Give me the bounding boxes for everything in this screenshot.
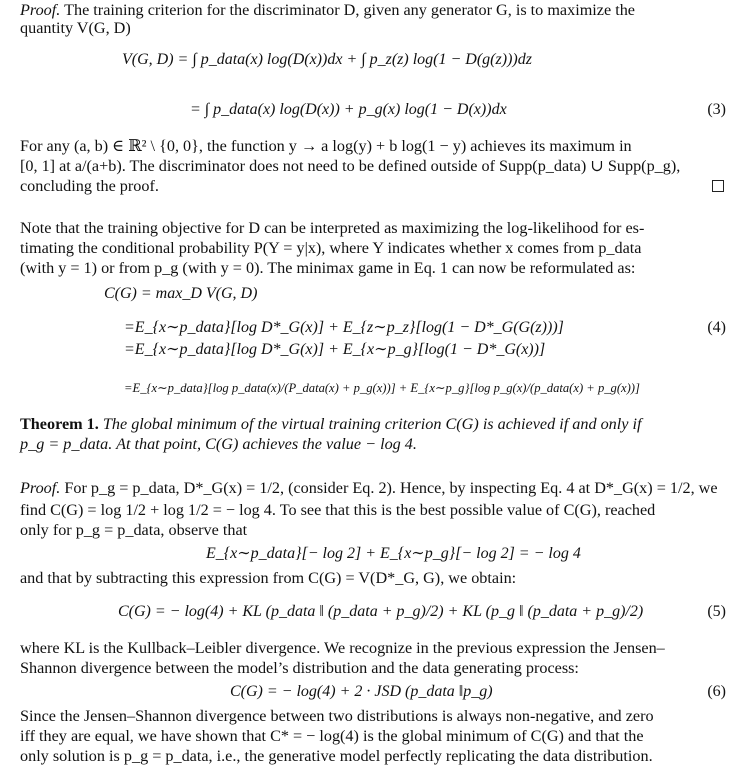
eq-expectation: E_{x∼p_data}[− log 2] + E_{x∼p_g}[− log 2] = − log 4 (206, 545, 581, 562)
proof-label: Proof. (20, 1, 61, 19)
theorem-line-1 (20, 414, 728, 434)
proof-1-text: The training criterion for the discriminator D, given any generator G, is to maximize the (64, 1, 635, 19)
para-2-line-1: Note that the training objective for D can be interpreted as maximizing the log-likelihood for es- (20, 219, 645, 237)
proof-1-line-2: quantity V(G, D) (20, 19, 131, 37)
para-5-line-2: iff they are equal, we have shown that C* = − log(4) is the global minimum of C(G) and that the (20, 727, 644, 745)
eq5-number: (5) (707, 603, 726, 620)
theorem-line-2: p_g = p_data. At that point, C(G) achieves the value − log 4. (20, 435, 417, 453)
para-1-line-1: For any (a, b) ∈ ℝ² \ {0, 0}, the function y → a log(y) + b log(1 − y) achieves its maximum in (20, 137, 632, 155)
qed-box (712, 180, 724, 192)
para-2-line-2: timating the conditional probability P(Y = y|x), where Y indicates whether x comes from p_data (20, 239, 642, 257)
para-2-line-3: (with y = 1) or from p_g (with y = 0). The minimax game in Eq. 1 can now be reformulated as: (20, 259, 636, 277)
proof-2-line-2: find C(G) = log 1/2 + log 1/2 = − log 4. To see that this is the best possible value of C(G), reached (20, 501, 656, 519)
para-1-line-2: [0, 1] at a/(a+b). The discriminator does not need to be defined outside of Supp(p_data) ∪ Supp(p_g), (20, 157, 681, 175)
eq5: C(G) = − log(4) + KL (p_data ‖ (p_data + p_g)/2) + KL (p_g ‖ (p_data + p_g)/2) (118, 603, 644, 620)
proof-2-line-3: only for p_g = p_data, observe that (20, 521, 248, 539)
proof-2-label: Proof. (20, 479, 61, 497)
eq6: C(G) = − log(4) + 2 · JSD (p_data ‖p_g) (230, 683, 493, 700)
eq4-line-2: =E_{x∼p_data}[log D*_G(x)] + E_{z∼p_z}[log(1 − D*_G(G(z)))] (124, 319, 564, 336)
para-3: and that by subtracting this expression from C(G) = V(D*_G, G), we obtain: (20, 569, 517, 587)
eq4-number: (4) (707, 319, 726, 336)
eq4-line-3: =E_{x∼p_data}[log D*_G(x)] + E_{x∼p_g}[log(1 − D*_G(x))] (124, 341, 546, 358)
para-4-line-1: where KL is the Kullback–Leibler divergence. We recognize in the previous expression the Jensen– (20, 639, 665, 657)
eq3-number: (3) (707, 101, 726, 118)
proof-1-line-1 (20, 0, 728, 20)
theorem-label: Theorem 1. (20, 415, 99, 433)
para-4-line-2: Shannon divergence between the model’s distribution and the data generating process: (20, 659, 579, 677)
eq3-line-2: = ∫ p_data(x) log(D(x)) + p_g(x) log(1 − D(x))dx (190, 101, 507, 118)
para-5-line-1: Since the Jensen–Shannon divergence between two distributions is always non-negative, and zero (20, 707, 654, 725)
theorem-text-1: The global minimum of the virtual training criterion C(G) is achieved if and only if (102, 415, 642, 433)
eq6-number: (6) (707, 683, 726, 700)
proof-2-text: For p_g = p_data, D*_G(x) = 1/2, (consider Eq. 2). Hence, by inspecting Eq. 4 at D*_G(x) = 1/2, we (64, 479, 718, 497)
para-5-line-3: only solution is p_g = p_data, i.e., the generative model perfectly replicating the data distribution. (20, 747, 653, 765)
eq4-line-4: =E_{x∼p_data}[log p_data(x)/(P_data(x) + p_g(x))] + E_{x∼p_g}[log p_g(x)/(p_data(x) + p_g(x))] (124, 381, 640, 395)
proof-2-line-1 (20, 478, 728, 498)
para-1-line-3: concluding the proof. (20, 177, 159, 195)
eq4-line-1: C(G) = max_D V(G, D) (104, 285, 258, 302)
eq3-line-1: V(G, D) = ∫ p_data(x) log(D(x))dx + ∫ p_z(z) log(1 − D(g(z)))dz (122, 51, 532, 68)
